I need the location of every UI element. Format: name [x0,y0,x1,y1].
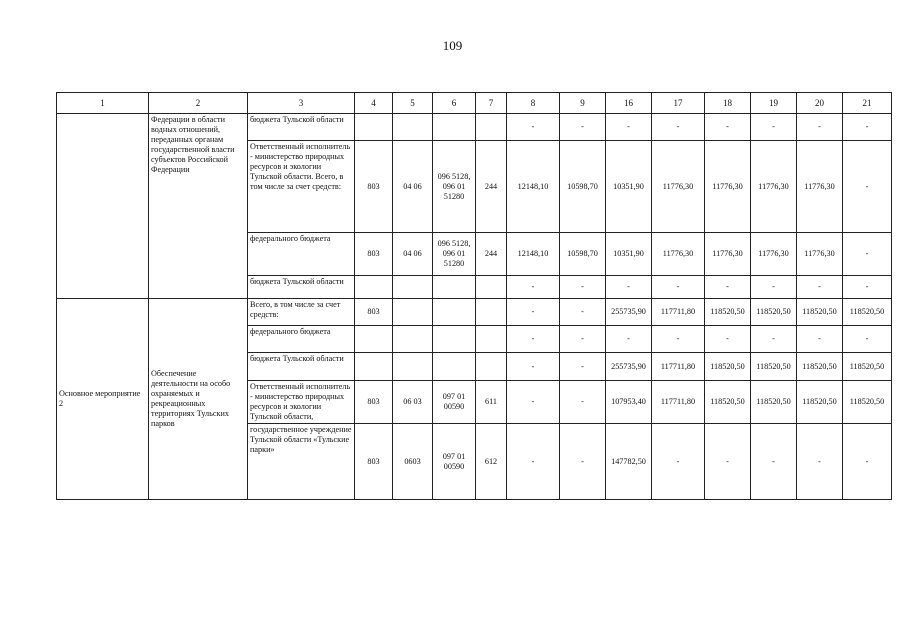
value-cell: - [797,114,843,141]
value-cell: - [560,353,606,381]
col-header: 17 [652,93,705,114]
cell-col6: 096 5128, 096 01 51280 [433,141,476,233]
col-header: 3 [248,93,355,114]
cell-col7 [476,299,507,326]
value-cell: - [843,276,892,299]
budget-table [56,92,892,500]
value-cell: 117711,80 [652,353,705,381]
col-header: 21 [843,93,892,114]
value-cell: 10598,70 [560,141,606,233]
cell-col4: 803 [355,233,393,276]
value-cell: - [606,326,652,353]
value-cell: - [507,299,560,326]
value-cell: - [751,326,797,353]
table-row [57,299,892,326]
value-cell: - [652,276,705,299]
value-cell: 11776,30 [751,233,797,276]
value-cell: 118520,50 [751,381,797,424]
value-cell: - [507,353,560,381]
value-cell: 11776,30 [797,141,843,233]
cell-col5 [393,114,433,141]
value-cell: - [843,233,892,276]
col-header: 4 [355,93,393,114]
cell-col6: 097 01 00590 [433,424,476,500]
cell-col4 [355,276,393,299]
group2-description: Обеспечение деятельности на особо охраняемых и рекреационных территориях Тульских парков [149,299,248,500]
value-cell: - [751,276,797,299]
value-cell: 147782,50 [606,424,652,500]
cell-col6 [433,114,476,141]
value-cell: 11776,30 [652,141,705,233]
col-header: 16 [606,93,652,114]
value-cell: 10598,70 [560,233,606,276]
col-header: 2 [149,93,248,114]
value-cell: 11776,30 [797,233,843,276]
value-cell: - [751,424,797,500]
cell-col7 [476,114,507,141]
value-cell: 11776,30 [751,141,797,233]
value-cell: - [797,424,843,500]
cell-col4: 803 [355,424,393,500]
cell-col4: 803 [355,381,393,424]
col-header: 19 [751,93,797,114]
value-cell: 255735,90 [606,353,652,381]
cell-col7: 612 [476,424,507,500]
value-cell: - [507,424,560,500]
value-cell: 10351,90 [606,233,652,276]
value-cell: 11776,30 [705,233,751,276]
value-cell: 118520,50 [843,381,892,424]
value-cell: - [652,326,705,353]
value-cell: - [705,276,751,299]
value-cell: 118520,50 [751,353,797,381]
cell-col4: 803 [355,141,393,233]
value-cell: - [705,114,751,141]
cell-col5: 04 06 [393,141,433,233]
cell-col5 [393,353,433,381]
funding-source: федерального бюджета [248,326,355,353]
value-cell: - [652,424,705,500]
value-cell: - [507,276,560,299]
value-cell: 10351,90 [606,141,652,233]
value-cell: - [560,424,606,500]
funding-source: бюджета Тульской области [248,353,355,381]
value-cell: - [751,114,797,141]
table-row [57,114,892,141]
value-cell: - [507,326,560,353]
cell-col7 [476,353,507,381]
value-cell: - [797,276,843,299]
cell-col6: 096 5128, 096 01 51280 [433,233,476,276]
cell-col6 [433,276,476,299]
funding-source: бюджета Тульской области [248,114,355,141]
page-number: 109 [442,38,463,53]
value-cell: - [606,114,652,141]
value-cell: 255735,90 [606,299,652,326]
funding-source: бюджета Тульской области [248,276,355,299]
cell-col6 [433,326,476,353]
cell-col4 [355,353,393,381]
value-cell: - [560,326,606,353]
col-header: 6 [433,93,476,114]
value-cell: 118520,50 [705,381,751,424]
value-cell: 118520,50 [797,381,843,424]
cell-col4: 803 [355,299,393,326]
value-cell: 11776,30 [652,233,705,276]
cell-col7 [476,326,507,353]
group2-label: Основное мероприятие 2 [57,299,149,500]
group1-description: Федерации в области водных отношений, переданных органам государственной власти субъектов Российской Федерации [149,114,248,299]
value-cell: 118520,50 [843,353,892,381]
cell-col5: 0603 [393,424,433,500]
funding-source: Ответственный исполнитель - министерство природных ресурсов и экологии Тульской области, [248,381,355,424]
cell-col5: 04 06 [393,233,433,276]
value-cell: - [507,381,560,424]
value-cell: - [705,326,751,353]
value-cell: - [560,381,606,424]
value-cell: - [797,326,843,353]
value-cell: 117711,80 [652,299,705,326]
value-cell: 118520,50 [751,299,797,326]
col-header: 20 [797,93,843,114]
header-row [57,93,892,114]
value-cell: 117711,80 [652,381,705,424]
value-cell: 107953,40 [606,381,652,424]
value-cell: - [507,114,560,141]
value-cell: - [705,424,751,500]
cell-col7: 244 [476,141,507,233]
cell-col5: 06 03 [393,381,433,424]
cell-col4 [355,326,393,353]
value-cell: - [560,114,606,141]
funding-source: государственное учреждение Тульской области «Тульские парки» [248,424,355,500]
value-cell: 118520,50 [797,353,843,381]
value-cell: - [652,114,705,141]
col-header: 7 [476,93,507,114]
cell-col7: 611 [476,381,507,424]
value-cell: 118520,50 [705,299,751,326]
value-cell: 118520,50 [705,353,751,381]
funding-source: Всего, в том числе за счет средств: [248,299,355,326]
cell-col5 [393,276,433,299]
value-cell: - [843,424,892,500]
cell-col6: 097 01 00590 [433,381,476,424]
value-cell: - [843,141,892,233]
value-cell: - [606,276,652,299]
cell-col4 [355,114,393,141]
value-cell: - [560,276,606,299]
value-cell: - [843,326,892,353]
funding-source: федерального бюджета [248,233,355,276]
funding-source: Ответственный исполнитель - министерство природных ресурсов и экологии Тульской области. Всего, в том числе за счет средств: [248,141,355,233]
cell-col7: 244 [476,233,507,276]
col-header: 5 [393,93,433,114]
value-cell: 12148,10 [507,141,560,233]
value-cell: - [843,114,892,141]
value-cell: 11776,30 [705,141,751,233]
value-cell: - [560,299,606,326]
cell-col5 [393,299,433,326]
cell-col5 [393,326,433,353]
group1-label-cell [57,114,149,299]
col-header: 1 [57,93,149,114]
cell-col6 [433,353,476,381]
value-cell: 118520,50 [797,299,843,326]
col-header: 18 [705,93,751,114]
col-header: 8 [507,93,560,114]
cell-col7 [476,276,507,299]
cell-col6 [433,299,476,326]
value-cell: 12148,10 [507,233,560,276]
value-cell: 118520,50 [843,299,892,326]
col-header: 9 [560,93,606,114]
